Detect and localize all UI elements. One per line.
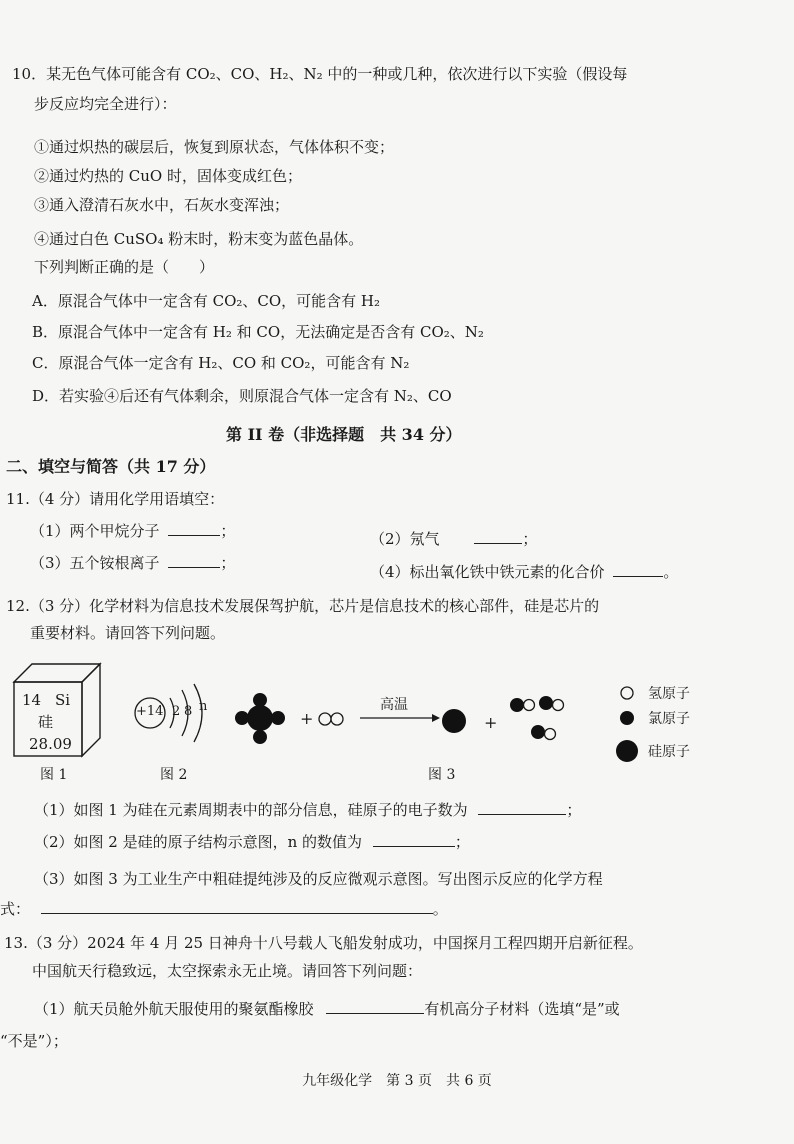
element-number: 14 xyxy=(22,691,42,709)
q11-blank-3[interactable] xyxy=(168,553,220,568)
fig1-label: 图 1 xyxy=(40,767,68,783)
q10-option-c: C．原混合气体一定含有 H₂、CO 和 CO₂，可能含有 N₂ xyxy=(32,354,410,372)
q10-stem-line2: 步反应均完全进行）： xyxy=(34,95,177,113)
q10-step-3: ③通入澄清石灰水中，石灰水变浑浊； xyxy=(34,196,290,214)
q12-blank-1[interactable] xyxy=(478,800,566,815)
part2-title: 第 II 卷（非选择题 共 34 分） xyxy=(226,425,462,444)
chlorine-atom xyxy=(271,711,285,725)
q10-option-b: B．原混合气体中一定含有 H₂ 和 CO，无法确定是否含有 CO₂、N₂ xyxy=(32,323,484,341)
q11-item-1 xyxy=(30,520,235,542)
q11-item-4-punct: 。 xyxy=(663,563,679,581)
atom-nucleus: +14 xyxy=(136,704,164,719)
q12-sub3-punct: 。 xyxy=(432,900,448,918)
q11-item-3 xyxy=(30,552,235,574)
q12-stem-line1: 12.（3 分）化学材料为信息技术发展保驾护航，芯片是信息技术的核心部件，硅是芯片的 xyxy=(6,597,600,615)
element-symbol: Si xyxy=(55,691,71,709)
chlorine-atom xyxy=(539,696,553,710)
legend-hydrogen: 氢原子 xyxy=(648,686,690,702)
q12-sub1-label: （1）如图 1 为硅在元素周期表中的部分信息，硅原子的电子数为 xyxy=(34,801,468,819)
q11-item-1-label: （1）两个甲烷分子 xyxy=(30,522,160,540)
page-footer: 九年级化学 第 3 页 共 6 页 xyxy=(302,1073,492,1089)
element-name: 硅 xyxy=(38,713,54,731)
fig3-label: 图 3 xyxy=(428,767,456,783)
section2-title: 二、填空与简答（共 17 分） xyxy=(6,457,216,476)
q11-item-4 xyxy=(370,561,678,583)
silicon-atom xyxy=(247,705,273,731)
q11-item-3-punct: ； xyxy=(220,554,236,572)
q11-item-2 xyxy=(370,528,537,550)
q13-stem-line1: 13.（3 分）2024 年 4 月 25 日神舟十八号载人飞船发射成功，中国探月工程四期开启新征程。 xyxy=(4,934,643,952)
q10-option-a: A．原混合气体中一定含有 CO₂、CO，可能含有 H₂ xyxy=(32,292,381,310)
atom-shell-2: 8 xyxy=(184,704,193,719)
q12-sub3-label: 式： xyxy=(0,900,31,918)
chlorine-atom xyxy=(253,730,267,744)
q12-blank-3[interactable] xyxy=(41,899,433,914)
q11-stem: 11.（4 分）请用化学用语填空： xyxy=(6,490,225,508)
hydrogen-atom xyxy=(524,700,535,711)
q12-sub2-label: （2）如图 2 是硅的原子结构示意图，n 的数值为 xyxy=(34,833,363,851)
q10-option-d: D．若实验④后还有气体剩余，则原混合气体一定含有 N₂、CO xyxy=(32,387,452,405)
hydrogen-atom xyxy=(331,713,343,725)
q10-step-2: ②通过灼热的 CuO 时，固体变成红色； xyxy=(34,167,302,185)
q13-stem-line2: 中国航天行稳致远，太空探索永无止境。请回答下列问题： xyxy=(32,962,423,980)
q11-item-2-label: （2）氖气 xyxy=(370,530,440,548)
q13-sub1-label-cont: 有机高分子材料（选填“是”或 xyxy=(424,1000,620,1018)
q11-blank-2[interactable] xyxy=(474,529,522,544)
plus-sign-2: + xyxy=(484,713,498,732)
q11-item-4-label: （4）标出氧化铁中铁元素的化合价 xyxy=(370,563,605,581)
atom-shell-3: n xyxy=(199,699,208,714)
q11-item-2-punct: ； xyxy=(522,530,538,548)
arrow-label: 高温 xyxy=(380,697,408,713)
q12-sub3-line1: （3）如图 3 为工业生产中粗硅提纯涉及的反应微观示意图。写出图示反应的化学方程 xyxy=(34,870,603,888)
q11-item-1-punct: ； xyxy=(220,522,236,540)
legend-chlorine: 氯原子 xyxy=(648,711,690,727)
q13-blank-1[interactable] xyxy=(326,999,424,1014)
legend-silicon: 硅原子 xyxy=(648,744,690,760)
chlorine-legend-icon xyxy=(620,711,634,725)
q11-blank-4[interactable] xyxy=(613,562,663,577)
q12-sub1-punct: ； xyxy=(566,801,582,819)
hydrogen-atom xyxy=(553,700,564,711)
q13-sub1-line1 xyxy=(34,998,620,1020)
q10-prompt: 下列判断正确的是（ ） xyxy=(34,258,215,276)
element-mass: 28.09 xyxy=(29,735,72,753)
q12-sub3-line2 xyxy=(0,898,448,920)
chlorine-atom xyxy=(510,698,524,712)
q12-blank-2[interactable] xyxy=(373,832,455,847)
hydrogen-legend-icon xyxy=(621,687,633,699)
chlorine-atom xyxy=(235,711,249,725)
chlorine-atom xyxy=(253,693,267,707)
silicon-atom xyxy=(442,709,466,733)
q12-sub1 xyxy=(34,799,581,821)
q12-stem-line2: 重要材料。请回答下列问题。 xyxy=(30,624,226,642)
fig2-label: 图 2 xyxy=(160,767,188,783)
q11-blank-1[interactable] xyxy=(168,521,220,536)
hydrogen-atom xyxy=(319,713,331,725)
chlorine-atom xyxy=(531,725,545,739)
q13-sub1-label: （1）航天员舱外航天服使用的聚氨酯橡胶 xyxy=(34,1000,314,1018)
atom-shell-1: 2 xyxy=(172,704,181,719)
legend-icons xyxy=(612,680,648,770)
arrow-head xyxy=(432,714,440,722)
q10-step-4: ④通过白色 CuSO₄ 粉末时，粉末变为蓝色晶体。 xyxy=(34,230,364,248)
plus-sign-1: + xyxy=(300,709,314,728)
q10-stem-line1: 10．某无色气体可能含有 CO₂、CO、H₂、N₂ 中的一种或几种，依次进行以下实验（假设每 xyxy=(12,65,628,83)
q12-sub2 xyxy=(34,831,470,853)
silicon-legend-icon xyxy=(616,740,638,762)
q12-sub2-punct: ； xyxy=(454,833,470,851)
q13-sub1-line2: “不是”）； xyxy=(0,1032,68,1050)
q10-step-1: ①通过炽热的碳层后，恢复到原状态，气体体积不变； xyxy=(34,138,395,156)
hydrogen-atom xyxy=(545,729,556,740)
q11-item-3-label: （3）五个铵根离子 xyxy=(30,554,160,572)
